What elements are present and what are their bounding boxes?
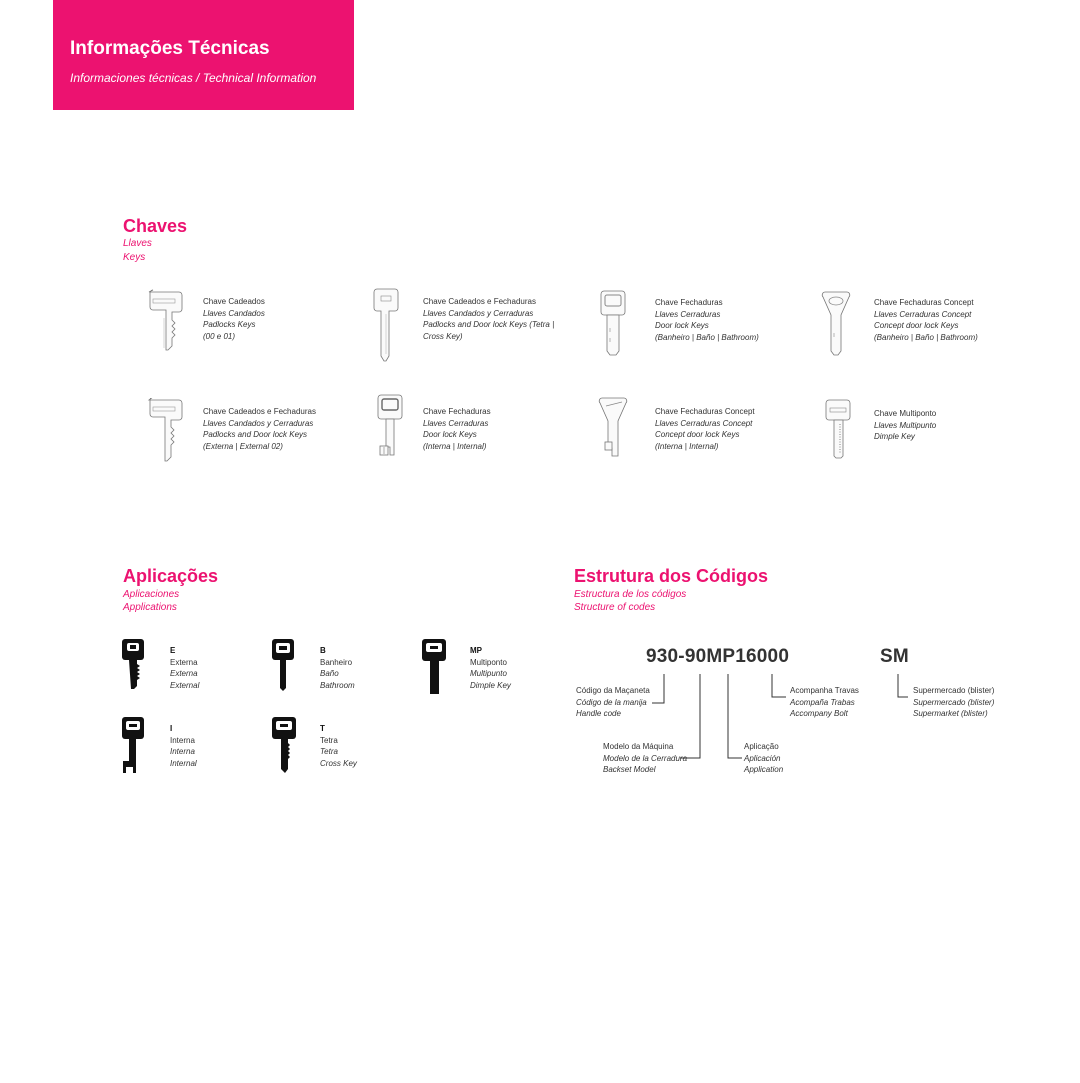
application-code: I	[170, 724, 173, 733]
key-note: (Interna | Internal)	[423, 441, 487, 451]
page-subtitle: Informaciones técnicas / Technical Information	[70, 71, 317, 85]
application-name-es: Baño	[320, 669, 339, 678]
key-name-pt: Chave Cadeados	[203, 297, 265, 306]
keys-section-subtitle-en: Keys	[123, 252, 146, 263]
application-code: E	[170, 646, 176, 655]
applications-section-subtitle-es: Aplicaciones	[123, 589, 180, 600]
key-note: (Interna | Internal)	[655, 441, 719, 451]
key-name-pt: Chave Fechaduras Concept	[655, 407, 755, 416]
key-name-pt: Chave Cadeados e Fechaduras	[203, 407, 316, 416]
key-name-en: Door lock Keys	[423, 430, 477, 439]
key-note: (00 e 01)	[203, 331, 236, 341]
application-name-pt: Tetra	[320, 735, 338, 745]
key-name-en: Concept door lock Keys	[874, 321, 959, 330]
keys-section-title: Chaves	[123, 216, 188, 236]
key-name-es: Llaves Cerraduras Concept	[655, 418, 753, 428]
key-name-en: Padlocks and Door lock Keys	[203, 430, 308, 439]
application-name-en: Dimple Key	[470, 680, 511, 690]
application-name-pt: Interna	[170, 735, 195, 745]
application-name-pt: Banheiro	[320, 657, 353, 667]
application-code: B	[320, 646, 326, 655]
key-note: (Banheiro | Baño | Bathroom)	[655, 332, 759, 342]
key-name-en: Concept door lock Keys	[655, 430, 740, 439]
key-name-es: Llaves Candados y Cerraduras	[423, 308, 534, 318]
key-name-en: Dimple Key	[874, 432, 915, 441]
backset-model-label: Modelo da Máquina Modelo de la Cerradura Backset Model	[603, 742, 688, 774]
application-name-en: Bathroom	[320, 680, 355, 690]
keys-section-subtitle-es: Llaves	[123, 238, 152, 249]
codes-section-title: Estrutura dos Códigos	[574, 566, 769, 586]
key-name-en: Padlocks and Door lock Keys (Tetra |	[423, 320, 555, 329]
bolt-label: Acompanha Travas Acompaña Trabas Accompany Bolt	[790, 686, 859, 718]
application-name-pt: Externa	[170, 657, 198, 667]
key-name-es: Llaves Multipunto	[874, 420, 937, 430]
key-note: (Externa | External 02)	[203, 441, 283, 451]
application-name-es: Multipunto	[470, 669, 507, 678]
handle-code-label: Código da Maçaneta Código de la manija Handle code	[576, 686, 650, 718]
key-name-en: Padlocks Keys	[203, 320, 256, 329]
application-code: MP	[470, 646, 482, 655]
key-name-es: Llaves Candados y Cerraduras	[203, 418, 314, 428]
codes-section-subtitle-es: Estructura de los códigos	[574, 589, 687, 600]
application-name-pt: Multiponto	[470, 657, 507, 667]
applications-section-subtitle-en: Applications	[123, 602, 177, 613]
product-code-suffix: SM	[880, 646, 909, 667]
key-name-en: Door lock Keys	[655, 321, 709, 330]
product-code: 930-90MP16000	[646, 646, 790, 667]
application-name-en: External	[170, 680, 200, 690]
application-name-en: Internal	[170, 758, 197, 768]
key-name-pt: Chave Multiponto	[874, 409, 937, 418]
key-name-es: Llaves Cerraduras Concept	[874, 309, 972, 319]
application-code: T	[320, 724, 325, 733]
key-name-pt: Chave Fechaduras	[655, 298, 723, 307]
codes-section-subtitle-en: Structure of codes	[574, 602, 656, 613]
application-name-es: Externa	[170, 669, 198, 678]
page-title: Informações Técnicas	[70, 38, 270, 59]
key-name-pt: Chave Cadeados e Fechaduras	[423, 297, 536, 306]
application-name-en: Cross Key	[320, 758, 357, 768]
application-name-es: Interna	[170, 747, 195, 756]
key-name-pt: Chave Fechaduras Concept	[874, 298, 974, 307]
application-name-es: Tetra	[320, 747, 338, 756]
key-note: Cross Key)	[423, 331, 463, 341]
key-name-pt: Chave Fechaduras	[423, 407, 491, 416]
key-name-es: Llaves Candados	[203, 308, 265, 318]
key-name-es: Llaves Cerraduras	[655, 309, 721, 319]
applications-section-title: Aplicações	[123, 566, 219, 586]
application-label: Aplicação Aplicación Application	[744, 742, 784, 774]
blister-label: Supermercado (blister) Supermercado (blister) Supermarket (blister)	[913, 686, 995, 718]
key-name-es: Llaves Cerraduras	[423, 418, 489, 428]
key-note: (Banheiro | Baño | Bathroom)	[874, 332, 978, 342]
